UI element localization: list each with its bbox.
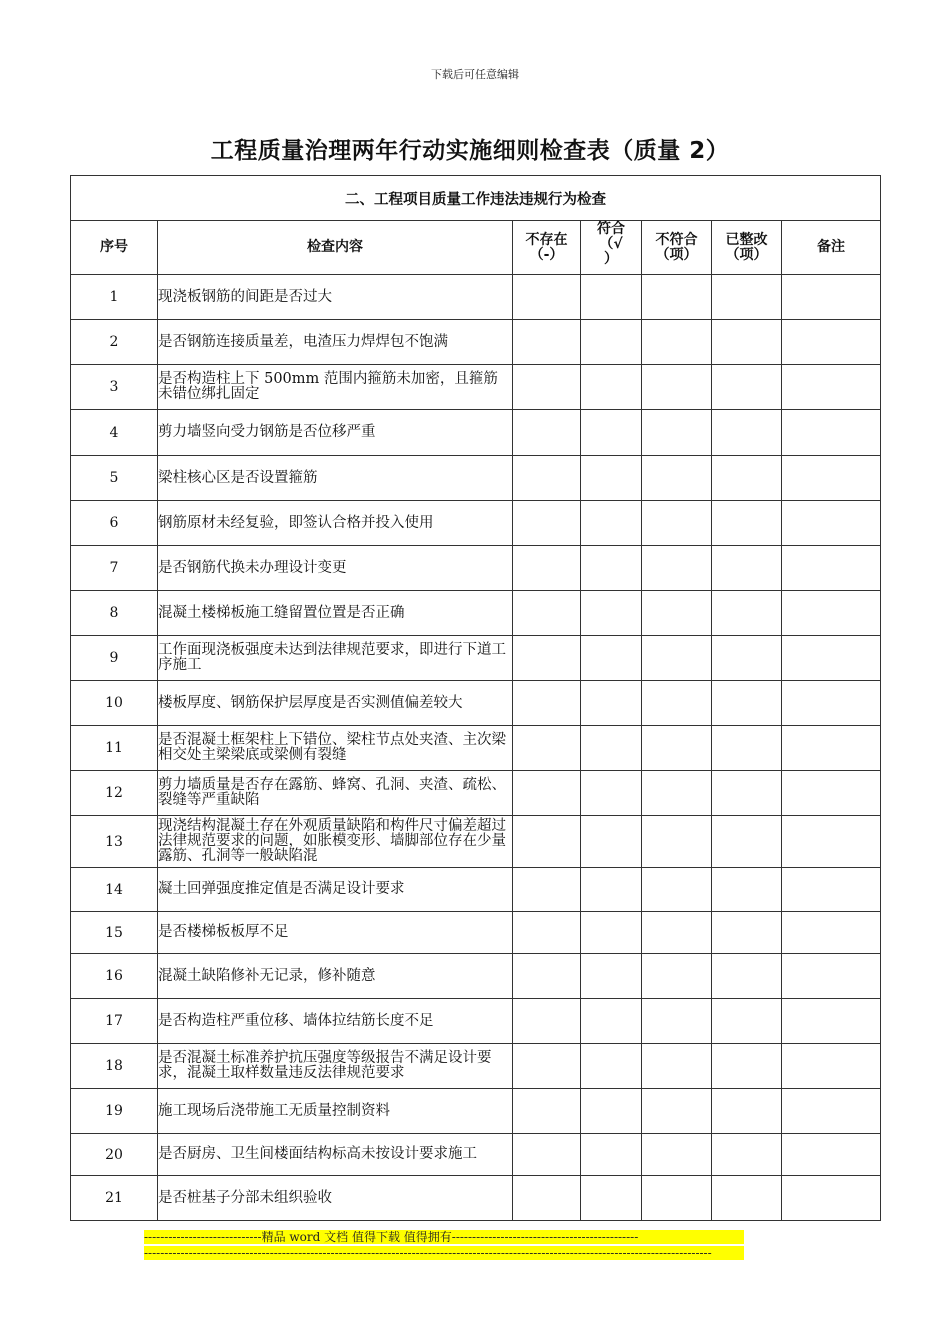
rectified-cell[interactable] — [712, 320, 782, 365]
comply-cell[interactable] — [581, 591, 642, 636]
noncomply-cell[interactable] — [642, 501, 712, 546]
comply-cell[interactable] — [581, 456, 642, 501]
table-row — [71, 1176, 881, 1221]
rectified-cell[interactable] — [712, 771, 782, 816]
row-check-content: 施工现场后浇带施工无质量控制资料 — [158, 1089, 513, 1134]
remark-cell[interactable] — [782, 546, 881, 591]
document-title: 工程质量治理两年行动实施细则检查表（质量 2） — [210, 138, 730, 164]
table-row — [71, 681, 881, 726]
row-check-content: 混凝土缺陷修补无记录，修补随意 — [158, 954, 513, 999]
not-exist-cell[interactable] — [513, 1176, 581, 1221]
row-number: 18 — [71, 1044, 158, 1089]
row-number: 1 — [71, 275, 158, 320]
col-noncomply-line2: （项） — [655, 246, 698, 263]
remark-cell[interactable] — [782, 954, 881, 999]
col-comply-header — [581, 221, 642, 275]
comply-cell[interactable] — [581, 954, 642, 999]
row-check-content: 是否钢筋连接质量差，电渣压力焊焊包不饱满 — [158, 320, 513, 365]
noncomply-cell[interactable] — [642, 954, 712, 999]
not-exist-cell[interactable] — [513, 816, 581, 868]
rectified-cell[interactable] — [712, 501, 782, 546]
comply-cell[interactable] — [581, 410, 642, 456]
comply-cell[interactable] — [581, 681, 642, 726]
rectified-cell[interactable] — [712, 1176, 782, 1221]
not-exist-cell[interactable] — [513, 591, 581, 636]
rectified-cell[interactable] — [712, 1134, 782, 1176]
remark-cell[interactable] — [782, 320, 881, 365]
comply-cell[interactable] — [581, 1089, 642, 1134]
remark-cell[interactable] — [782, 365, 881, 410]
comply-cell[interactable] — [581, 636, 642, 681]
table-row — [71, 954, 881, 999]
row-number: 6 — [71, 501, 158, 546]
row-number: 11 — [71, 726, 158, 771]
remark-cell[interactable] — [782, 999, 881, 1044]
row-check-content: 是否楼梯板板厚不足 — [158, 912, 513, 954]
not-exist-cell[interactable] — [513, 410, 581, 456]
footer-line-2: -------------------------------------------------------------------------------------------------------------------------------------------- — [144, 1246, 744, 1260]
noncomply-cell[interactable] — [642, 275, 712, 320]
noncomply-cell[interactable] — [642, 771, 712, 816]
remark-cell[interactable] — [782, 636, 881, 681]
row-check-content: 梁柱核心区是否设置箍筋 — [158, 456, 513, 501]
col-not-exist-header — [513, 221, 581, 275]
table-row — [71, 816, 881, 868]
not-exist-cell[interactable] — [513, 456, 581, 501]
row-number: 17 — [71, 999, 158, 1044]
row-check-content: 是否混凝土标准养护抗压强度等级报告不满足设计要求，混凝土取样数量违反法律规范要求 — [158, 1044, 513, 1089]
row-number: 10 — [71, 681, 158, 726]
not-exist-cell[interactable] — [513, 954, 581, 999]
table-row — [71, 410, 881, 456]
remark-cell[interactable] — [782, 868, 881, 912]
remark-cell[interactable] — [782, 1176, 881, 1221]
col-rectified-line1: 已整改 — [725, 231, 768, 248]
table-row — [71, 456, 881, 501]
noncomply-cell[interactable] — [642, 591, 712, 636]
noncomply-cell[interactable] — [642, 726, 712, 771]
rectified-cell[interactable] — [712, 410, 782, 456]
comply-cell[interactable] — [581, 501, 642, 546]
row-number: 13 — [71, 816, 158, 868]
comply-cell[interactable] — [581, 365, 642, 410]
noncomply-cell[interactable] — [642, 320, 712, 365]
table-row — [71, 501, 881, 546]
table-row — [71, 636, 881, 681]
row-check-content: 剪力墙质量是否存在露筋、蜂窝、孔洞、夹渣、疏松、裂缝等严重缺陷 — [158, 771, 513, 816]
row-number: 14 — [71, 868, 158, 912]
noncomply-cell[interactable] — [642, 410, 712, 456]
not-exist-cell[interactable] — [513, 365, 581, 410]
noncomply-cell[interactable] — [642, 1044, 712, 1089]
col-remark-header: 备注 — [782, 221, 881, 275]
noncomply-cell[interactable] — [642, 681, 712, 726]
not-exist-cell[interactable] — [513, 636, 581, 681]
table-row — [71, 999, 881, 1044]
row-number: 4 — [71, 410, 158, 456]
row-check-content: 现浇结构混凝土存在外观质量缺陷和构件尺寸偏差超过法律规范要求的问题，如胀模变形、墙脚部位存在少量露筋、孔洞等一般缺陷混 — [158, 816, 513, 868]
col-seq-header: 序号 — [71, 221, 158, 275]
row-check-content: 是否构造柱严重位移、墙体拉结筋长度不足 — [158, 999, 513, 1044]
row-check-content: 是否桩基子分部未组织验收 — [158, 1176, 513, 1221]
not-exist-cell[interactable] — [513, 999, 581, 1044]
table-row — [71, 1089, 881, 1134]
table-row — [71, 591, 881, 636]
noncomply-cell[interactable] — [642, 365, 712, 410]
comply-cell[interactable] — [581, 816, 642, 868]
not-exist-cell[interactable] — [513, 868, 581, 912]
noncomply-cell[interactable] — [642, 1134, 712, 1176]
section-header-row — [71, 176, 881, 221]
remark-cell[interactable] — [782, 275, 881, 320]
rectified-cell[interactable] — [712, 591, 782, 636]
remark-cell[interactable] — [782, 1134, 881, 1176]
row-number: 3 — [71, 365, 158, 410]
not-exist-cell[interactable] — [513, 681, 581, 726]
row-check-content: 现浇板钢筋的间距是否过大 — [158, 275, 513, 320]
not-exist-cell[interactable] — [513, 1089, 581, 1134]
comply-cell[interactable] — [581, 546, 642, 591]
rectified-cell[interactable] — [712, 365, 782, 410]
row-number: 19 — [71, 1089, 158, 1134]
table-row — [71, 546, 881, 591]
remark-cell[interactable] — [782, 726, 881, 771]
row-number: 8 — [71, 591, 158, 636]
comply-cell[interactable] — [581, 999, 642, 1044]
noncomply-cell[interactable] — [642, 1089, 712, 1134]
footer-line-1: -----------------------------精品 word 文档 值得下载 值得拥有---------------------------------------------- — [144, 1230, 744, 1244]
col-noncomply-line1: 不符合 — [655, 231, 698, 248]
table-row — [71, 365, 881, 410]
column-header-row — [71, 221, 881, 275]
rectified-cell[interactable] — [712, 1089, 782, 1134]
comply-cell[interactable] — [581, 726, 642, 771]
row-check-content: 凝土回弹强度推定值是否满足设计要求 — [158, 868, 513, 912]
inspection-table — [70, 175, 881, 1221]
table-row — [71, 726, 881, 771]
section-title: 二、工程项目质量工作违法违规行为检查 — [71, 176, 881, 221]
remark-cell[interactable] — [782, 816, 881, 868]
table-row — [71, 1134, 881, 1176]
noncomply-cell[interactable] — [642, 636, 712, 681]
not-exist-cell[interactable] — [513, 501, 581, 546]
row-check-content: 工作面现浇板强度未达到法律规范要求，即进行下道工序施工 — [158, 636, 513, 681]
comply-cell[interactable] — [581, 1176, 642, 1221]
row-check-content: 是否构造柱上下 500mm 范围内箍筋未加密，且箍筋未错位绑扎固定 — [158, 365, 513, 410]
comply-cell[interactable] — [581, 1134, 642, 1176]
table-row — [71, 320, 881, 365]
table-row — [71, 771, 881, 816]
noncomply-cell[interactable] — [642, 999, 712, 1044]
row-check-content: 楼板厚度、钢筋保护层厚度是否实测值偏差较大 — [158, 681, 513, 726]
not-exist-cell[interactable] — [513, 275, 581, 320]
noncomply-cell[interactable] — [642, 912, 712, 954]
col-content-header: 检查内容 — [158, 221, 513, 275]
rectified-cell[interactable] — [712, 726, 782, 771]
noncomply-cell[interactable] — [642, 456, 712, 501]
rectified-cell[interactable] — [712, 681, 782, 726]
row-number: 16 — [71, 954, 158, 999]
row-number: 21 — [71, 1176, 158, 1221]
table-row — [71, 868, 881, 912]
noncomply-cell[interactable] — [642, 546, 712, 591]
col-not-exist-line2: （-） — [529, 246, 564, 263]
row-number: 7 — [71, 546, 158, 591]
row-number: 9 — [71, 636, 158, 681]
row-check-content: 是否钢筋代换未办理设计变更 — [158, 546, 513, 591]
row-check-content: 钢筋原材未经复验，即签认合格并投入使用 — [158, 501, 513, 546]
col-noncomply-header — [642, 221, 712, 275]
not-exist-cell[interactable] — [513, 912, 581, 954]
table-row — [71, 1044, 881, 1089]
header-note: 下载后可任意编辑 — [431, 68, 519, 81]
comply-cell[interactable] — [581, 275, 642, 320]
not-exist-cell[interactable] — [513, 320, 581, 365]
rectified-cell[interactable] — [712, 868, 782, 912]
row-check-content: 是否混凝土框架柱上下错位、梁柱节点处夹渣、主次梁相交处主梁梁底或梁侧有裂缝 — [158, 726, 513, 771]
comply-cell[interactable] — [581, 320, 642, 365]
rectified-cell[interactable] — [712, 636, 782, 681]
rectified-cell[interactable] — [712, 912, 782, 954]
remark-cell[interactable] — [782, 912, 881, 954]
remark-cell[interactable] — [782, 1044, 881, 1089]
row-number: 15 — [71, 912, 158, 954]
comply-cell[interactable] — [581, 771, 642, 816]
col-comply-line1: 符合 — [597, 221, 625, 237]
rectified-cell[interactable] — [712, 1044, 782, 1089]
not-exist-cell[interactable] — [513, 1044, 581, 1089]
noncomply-cell[interactable] — [642, 1176, 712, 1221]
table-row — [71, 275, 881, 320]
not-exist-cell[interactable] — [513, 546, 581, 591]
remark-cell[interactable] — [782, 456, 881, 501]
rectified-cell[interactable] — [712, 954, 782, 999]
noncomply-cell[interactable] — [642, 868, 712, 912]
rectified-cell[interactable] — [712, 999, 782, 1044]
col-comply-line3: ） — [604, 251, 618, 267]
noncomply-cell[interactable] — [642, 816, 712, 868]
row-check-content: 是否厨房、卫生间楼面结构标高未按设计要求施工 — [158, 1134, 513, 1176]
rectified-cell[interactable] — [712, 816, 782, 868]
remark-cell[interactable] — [782, 591, 881, 636]
row-check-content: 剪力墙竖向受力钢筋是否位移严重 — [158, 410, 513, 456]
row-number: 5 — [71, 456, 158, 501]
comply-cell[interactable] — [581, 1044, 642, 1089]
row-number: 20 — [71, 1134, 158, 1176]
row-number: 2 — [71, 320, 158, 365]
row-check-content: 混凝土楼梯板施工缝留置位置是否正确 — [158, 591, 513, 636]
not-exist-cell[interactable] — [513, 771, 581, 816]
row-number: 12 — [71, 771, 158, 816]
col-rectified-header — [712, 221, 782, 275]
remark-cell[interactable] — [782, 501, 881, 546]
rectified-cell[interactable] — [712, 456, 782, 501]
col-rectified-line2: （项） — [725, 246, 768, 263]
not-exist-cell[interactable] — [513, 1134, 581, 1176]
col-not-exist-line1: 不存在 — [525, 231, 568, 248]
rectified-cell[interactable] — [712, 546, 782, 591]
comply-cell[interactable] — [581, 912, 642, 954]
not-exist-cell[interactable] — [513, 726, 581, 771]
col-comply-line2: （√ — [599, 236, 623, 252]
remark-cell[interactable] — [782, 1089, 881, 1134]
remark-cell[interactable] — [782, 410, 881, 456]
remark-cell[interactable] — [782, 681, 881, 726]
table-row — [71, 912, 881, 954]
comply-cell[interactable] — [581, 868, 642, 912]
rectified-cell[interactable] — [712, 275, 782, 320]
remark-cell[interactable] — [782, 771, 881, 816]
